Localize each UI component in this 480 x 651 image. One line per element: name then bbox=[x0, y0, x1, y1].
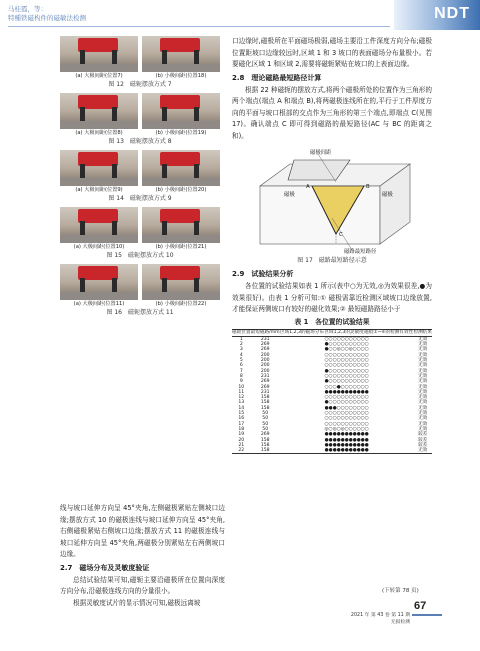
cell-position: 12 bbox=[238, 395, 245, 401]
cell-path: 158 bbox=[251, 448, 280, 454]
cell-marks: ●●●●●●●●●●● bbox=[324, 442, 369, 448]
cell-path: 269 bbox=[260, 379, 270, 385]
label-yoke-spacing: 磁极间距 bbox=[310, 150, 332, 156]
cell-marks: ●●●○○○○○○○○ bbox=[324, 405, 369, 411]
table-row bbox=[232, 448, 432, 454]
cell-result: 无效 bbox=[418, 379, 428, 385]
cell-path: 50 bbox=[262, 411, 269, 417]
results-table bbox=[232, 329, 432, 455]
cell-position: 19 bbox=[238, 432, 245, 438]
cell-marks: ●○○◎○○◎○○○○ bbox=[324, 347, 369, 353]
photo-figure-16a bbox=[60, 264, 138, 300]
cell-result: 无效 bbox=[418, 352, 428, 358]
cell-path: 158 bbox=[260, 442, 270, 448]
cell-marks: ○○○○○○○○○○○ bbox=[324, 358, 369, 364]
cell-result: 无效 bbox=[418, 416, 428, 422]
photo-figure-13a bbox=[60, 93, 138, 129]
cell-result: 无效 bbox=[418, 358, 428, 364]
cell-path: 231 bbox=[260, 373, 270, 379]
cell-result: 无效 bbox=[418, 405, 428, 411]
figure-15 bbox=[60, 207, 220, 261]
cell-position: 1 bbox=[239, 337, 243, 342]
cell-path: 269 bbox=[260, 347, 270, 353]
cell-path: 200 bbox=[260, 363, 270, 369]
cell-marks: ○○○○○○○○○○○ bbox=[324, 411, 369, 417]
paragraph: 线与坡口延伸方向呈 45°夹角,左侧磁极紧贴左侧坡口边缘;摆放方式 10 的磁极连线与坡口延伸方向呈 45°夹角,右侧磁极紧贴右侧坡口边缘;摆放方式 11 的磁极连线与坡口延伸方向呈 45°夹角,两磁极分别紧贴左右两侧坡口边缘。 bbox=[60, 504, 225, 558]
cell-marks: ○○○○○○○○○○○ bbox=[324, 373, 369, 379]
figure-caption-13: 图 13 磁轭摆放方式 8 bbox=[108, 138, 172, 145]
cell-marks: ●○○○○○○○○○○ bbox=[324, 379, 369, 385]
header-rule bbox=[8, 26, 390, 27]
cell-path: 200 bbox=[260, 368, 270, 374]
table-caption: 表 1 各位置的试验结果 bbox=[294, 317, 370, 326]
cell-marks: ○○○○○○○○○○○ bbox=[324, 421, 369, 427]
cell-marks: ●○○○○○○○○○○ bbox=[324, 368, 369, 374]
cell-result: 无效 bbox=[418, 411, 428, 417]
col-header-zone-depth: 区域1,2,3的灵敏度 bbox=[324, 330, 364, 335]
section-heading-2-9: 2.9 试验结果分析 bbox=[232, 270, 294, 278]
figure-16 bbox=[60, 264, 220, 318]
col-header-position: 磁轭位置 bbox=[232, 330, 251, 335]
cell-path: 50 bbox=[262, 426, 269, 432]
photo-figure-14b bbox=[142, 150, 220, 186]
cell-path: 200 bbox=[260, 352, 270, 358]
page-number: 67 bbox=[414, 600, 427, 612]
figure-14 bbox=[60, 150, 220, 204]
col-header-sensitivity: 磁痕①~⑥的检测有效性 bbox=[364, 330, 414, 335]
label-point-b: B bbox=[366, 184, 370, 190]
cell-result: 较差 bbox=[418, 442, 428, 448]
cell-path: 200 bbox=[260, 358, 270, 364]
cell-path: 269 bbox=[260, 342, 270, 348]
cell-path: 231 bbox=[260, 389, 270, 395]
cell-path: 158 bbox=[260, 400, 270, 406]
cell-marks: ○○○○○○○○○○○ bbox=[324, 363, 369, 369]
subcaption-15b: (b) 小极间距(位置21) bbox=[155, 244, 207, 250]
cell-path: 158 bbox=[260, 437, 270, 443]
photo-figure-12a bbox=[60, 36, 138, 72]
running-header bbox=[8, 5, 338, 23]
cell-position: 2 bbox=[239, 342, 243, 348]
cell-position: 16 bbox=[238, 416, 245, 422]
figure-17 bbox=[232, 146, 432, 256]
cell-path: 50 bbox=[262, 416, 269, 422]
col-header-result: 检测结果 bbox=[413, 330, 432, 335]
cell-position: 7 bbox=[239, 368, 243, 374]
cell-result: 无效 bbox=[418, 342, 428, 348]
cell-result: 无效 bbox=[418, 347, 428, 353]
subcaption-14a: (a) 大极间距(位置9) bbox=[75, 187, 123, 193]
cell-position: 4 bbox=[239, 352, 243, 358]
cell-marks: ●●●●●●●●●●● bbox=[324, 432, 369, 438]
footer-journal: 无损检测 bbox=[390, 620, 410, 625]
subcaption-16a: (a) 大极间距(位置11) bbox=[73, 301, 125, 307]
cell-result: 无效 bbox=[418, 363, 428, 369]
photo-figure-15a bbox=[60, 207, 138, 243]
cell-marks: ●○○○○○○○○○○ bbox=[324, 400, 369, 406]
cell-path: 231 bbox=[260, 337, 270, 342]
cell-position: 15 bbox=[238, 411, 245, 417]
cell-marks: ●●●●●●●●●●● bbox=[324, 389, 369, 395]
cell-result: 无效 bbox=[418, 384, 428, 390]
cell-result: 较差 bbox=[418, 437, 428, 443]
subcaption-13a: (a) 大极间距(位置8) bbox=[75, 130, 123, 136]
cell-marks: ○○○●○○○○○○○ bbox=[324, 384, 369, 390]
footer-bar bbox=[412, 614, 442, 616]
right-column bbox=[232, 36, 432, 454]
photo-figure-13b bbox=[142, 93, 220, 129]
cell-result: 较差 bbox=[418, 432, 428, 438]
cell-position: 6 bbox=[239, 363, 243, 369]
cell-position: 17 bbox=[238, 421, 245, 427]
left-body-text bbox=[60, 503, 225, 609]
figure-13 bbox=[60, 93, 220, 147]
cell-path: 158 bbox=[260, 395, 270, 401]
figure-12 bbox=[60, 36, 220, 90]
footer-issue: 2021 年 第 43 卷 第 11 期 bbox=[350, 613, 410, 618]
cell-path: 269 bbox=[260, 432, 270, 438]
shortest-path-diagram bbox=[232, 146, 432, 256]
subcaption-13b: (b) 小极间距(位置19) bbox=[155, 130, 207, 136]
header-authors: 马桂霞，等： bbox=[8, 5, 47, 13]
figure-caption-16: 图 16 磁轭摆放方式 11 bbox=[106, 309, 174, 316]
label-point-a: A bbox=[306, 184, 310, 190]
figure-caption-15: 图 15 磁轭摆放方式 10 bbox=[106, 252, 174, 259]
ndt-logo-text: NDT bbox=[434, 5, 470, 22]
cell-path: 158 bbox=[260, 405, 270, 411]
cell-marks: ◎○◎○◎○○○○○○ bbox=[324, 426, 369, 432]
cell-position: 10 bbox=[238, 384, 245, 390]
label-shortest-path: 磁路最短路径 bbox=[344, 249, 377, 255]
cell-position: 22 bbox=[232, 448, 251, 454]
paragraph: 总结试验结果可知,磁轭主要沿磁极所在位置向深度方向分布,沿磁极连线方向的分量很小。 bbox=[60, 575, 225, 595]
cell-marks: ●○○○○○○○○○○ bbox=[324, 342, 369, 348]
table-body bbox=[232, 337, 432, 454]
subcaption-16b: (b) 小极间距(位置22) bbox=[155, 301, 207, 307]
cell-position: 14 bbox=[238, 405, 245, 411]
figure-caption-17: 图 17 磁路最短路径示意 bbox=[297, 257, 367, 264]
cell-path: 50 bbox=[262, 421, 269, 427]
left-figures bbox=[60, 36, 220, 321]
cell-result: 无效 bbox=[418, 368, 428, 374]
cell-position: 3 bbox=[239, 347, 243, 353]
col-header-zone-surface: 区域1,2,3的磁场分布 bbox=[280, 330, 324, 335]
cell-marks: ○○○○○○○○○○○ bbox=[324, 352, 369, 358]
figure-caption-12: 图 12 磁轭摆放方式 7 bbox=[108, 81, 172, 88]
cell-position: 13 bbox=[238, 400, 245, 406]
subcaption-12a: (a) 大极间距(位置7) bbox=[75, 73, 123, 79]
photo-figure-16b bbox=[142, 264, 220, 300]
cell-position: 18 bbox=[238, 426, 245, 432]
label-point-c: C bbox=[339, 232, 343, 238]
photo-figure-14a bbox=[60, 150, 138, 186]
cell-position: 11 bbox=[238, 389, 245, 395]
section-heading-2-7: 2.7 磁场分布及灵敏度验证 bbox=[60, 563, 150, 572]
paragraph: 根据灵敏度试片的显示情况可知,磁极远离坡 bbox=[73, 598, 201, 607]
cell-result: 无效 bbox=[418, 426, 428, 432]
continuation-note: (下转第 78 页) bbox=[382, 588, 419, 594]
cell-position: 8 bbox=[239, 373, 243, 379]
figure-caption-14: 图 14 磁轭摆放方式 9 bbox=[108, 195, 172, 202]
cell-result: 无效 bbox=[413, 448, 432, 454]
cell-result: 无效 bbox=[418, 373, 428, 379]
subcaption-14b: (b) 小极间距(位置20) bbox=[155, 187, 207, 193]
cell-path: 269 bbox=[260, 384, 270, 390]
cell-marks: ○○○○○○○○○○○ bbox=[324, 337, 369, 342]
paragraph: 口边缘时,磁极所在平面磁场极弱,磁场主要沿工件深度方向分布;磁极位置距坡口边缘较远时,区域 1 和 3 坡口的表面磁场分布量极小。若要磁化区域 1 和区域 2,需要将磁轭紧贴在坡口的上表面边缘。 bbox=[232, 37, 432, 68]
col-header-path: 最短磁路/mm bbox=[250, 330, 280, 335]
cell-result: 无效 bbox=[418, 395, 428, 401]
cell-marks: ○○○○○○○○○○○ bbox=[324, 395, 369, 401]
photo-figure-15b bbox=[142, 207, 220, 243]
paragraph: 各位置的试验结果如表 1 所示(表中○为无效,◎为效果很差,●为效果很好)。由表 1 分析可知:① 磁极需靠近检测区域坡口边缘放置,才能保证两侧坡口有较好的磁化效果;② 最短磁路路径小于 bbox=[232, 282, 432, 313]
ndt-logo bbox=[394, 0, 480, 30]
cell-result: 无效 bbox=[418, 400, 428, 406]
label-pole-left: 磁极 bbox=[284, 192, 295, 198]
label-pole-right: 磁极 bbox=[382, 192, 393, 198]
cell-marks: ○○○○○○○○○○○ bbox=[324, 416, 369, 422]
cell-position: 5 bbox=[239, 358, 243, 364]
subcaption-12b: (b) 小极间距(位置18) bbox=[155, 73, 207, 79]
cell-marks: ●●●●●●●●●●● bbox=[280, 448, 414, 454]
paragraph: 根据 22 种磁轭的摆放方式,将两个磁极所处的位置作为三角形的两个端点(端点 A 和端点 B),将两磁极连线所在的,平行于工件厚度方向的平面与坡口根部的交点作为三角形的第三个端点,即端点 C(见图 17)。确认端点 C 即可得到磁路的最短路径(AC 与 BC 的距离之和)。 bbox=[232, 85, 432, 140]
header-article-title: 特種铁磁构件的磁敏法检测 bbox=[8, 14, 86, 22]
cell-result: 无效 bbox=[418, 421, 428, 427]
cell-position: 21 bbox=[238, 442, 245, 448]
cell-result: 无效 bbox=[418, 389, 428, 395]
section-heading-2-8: 2.8 理论磁路最短路径计算 bbox=[232, 73, 322, 82]
subcaption-15a: (a) 大极间距(位置10) bbox=[73, 244, 125, 250]
cell-marks: ●●●●●●●●●●● bbox=[324, 437, 369, 443]
photo-figure-12b bbox=[142, 36, 220, 72]
cell-position: 9 bbox=[239, 379, 243, 385]
footer-info bbox=[330, 612, 410, 626]
cell-position: 20 bbox=[238, 437, 245, 443]
cell-result: 无效 bbox=[418, 337, 428, 342]
